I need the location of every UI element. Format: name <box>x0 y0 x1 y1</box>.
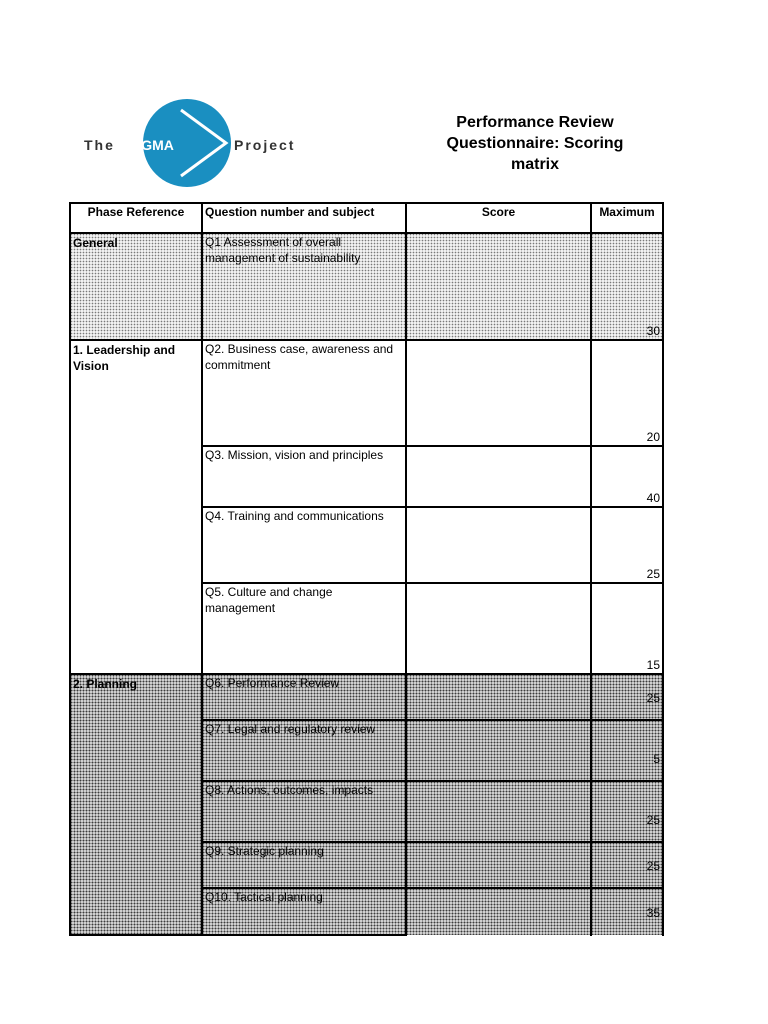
grid-line <box>201 202 203 936</box>
grid-line <box>202 780 664 782</box>
question-q5: Q5. Culture and change management <box>205 585 333 615</box>
header-question: Question number and subject <box>205 205 375 219</box>
question-q6: Q6. Performance Review <box>202 674 406 720</box>
header-maximum: Maximum <box>599 205 655 219</box>
grid-line <box>202 841 664 843</box>
grid-line <box>69 202 664 204</box>
score-input-q4[interactable] <box>406 507 591 583</box>
question-q4: Q4. Training and communications <box>205 509 384 523</box>
grid-line <box>405 202 407 936</box>
question-q9: Q9. Strategic planning <box>202 842 406 888</box>
grid-line <box>69 339 664 341</box>
question-q1: Q1 Assessment of overall management of sustainability <box>202 233 406 340</box>
grid-line <box>662 202 664 936</box>
grid-line <box>202 445 664 447</box>
grid-line <box>69 232 664 234</box>
maximum-q1: 30 <box>591 233 663 340</box>
question-q10: Q10. Tactical planning <box>202 888 406 935</box>
grid-line <box>69 673 664 675</box>
score-input-q10[interactable] <box>406 888 591 935</box>
score-input-q9[interactable] <box>406 842 591 888</box>
maximum-q6: 25 <box>591 674 663 720</box>
phase-leadership-vision: 1. Leadership and Vision <box>73 343 176 373</box>
question-q8: Q8. Actions, outcomes, impacts <box>202 781 406 842</box>
header-score: Score <box>481 205 516 219</box>
logo-badge-text: SIGMA <box>128 137 174 153</box>
grid-line <box>69 202 71 936</box>
maximum-q3: 40 <box>646 491 660 505</box>
maximum-q10: 35 <box>591 888 663 935</box>
maximum-q2: 20 <box>646 430 660 444</box>
title-line-1: Performance Review <box>456 114 614 131</box>
question-q3: Q3. Mission, vision and principles <box>205 448 384 462</box>
logo-left-text: The <box>84 137 115 153</box>
phase-general: General <box>70 233 202 340</box>
grid-line <box>202 582 664 584</box>
score-input-q3[interactable] <box>406 446 591 507</box>
score-input-q1[interactable] <box>406 233 591 340</box>
score-input-q8[interactable] <box>406 781 591 842</box>
grid-line <box>202 506 664 508</box>
title-line-2: Questionnaire: Scoring <box>446 135 624 152</box>
maximum-q5: 15 <box>646 658 660 672</box>
score-input-q7[interactable] <box>406 720 591 781</box>
phase-planning: 2. Planning <box>70 674 202 935</box>
maximum-q8: 25 <box>591 781 663 842</box>
grid-line <box>202 719 664 721</box>
question-q7: Q7. Legal and regulatory review <box>202 720 406 781</box>
title-line-3: matrix <box>510 156 560 173</box>
maximum-q9: 25 <box>591 842 663 888</box>
score-input-q2[interactable] <box>406 340 591 446</box>
grid-line <box>69 934 406 936</box>
header-phase-reference: Phase Reference <box>87 205 185 219</box>
score-input-q5[interactable] <box>406 583 591 674</box>
maximum-q7: 5 <box>591 720 663 781</box>
grid-line <box>590 202 592 936</box>
grid-line <box>202 887 664 889</box>
question-q2: Q2. Business case, awareness and commitment <box>205 342 394 372</box>
maximum-q4: 25 <box>646 567 660 581</box>
score-input-q6[interactable] <box>406 674 591 720</box>
logo-right-text: Project <box>234 137 296 153</box>
